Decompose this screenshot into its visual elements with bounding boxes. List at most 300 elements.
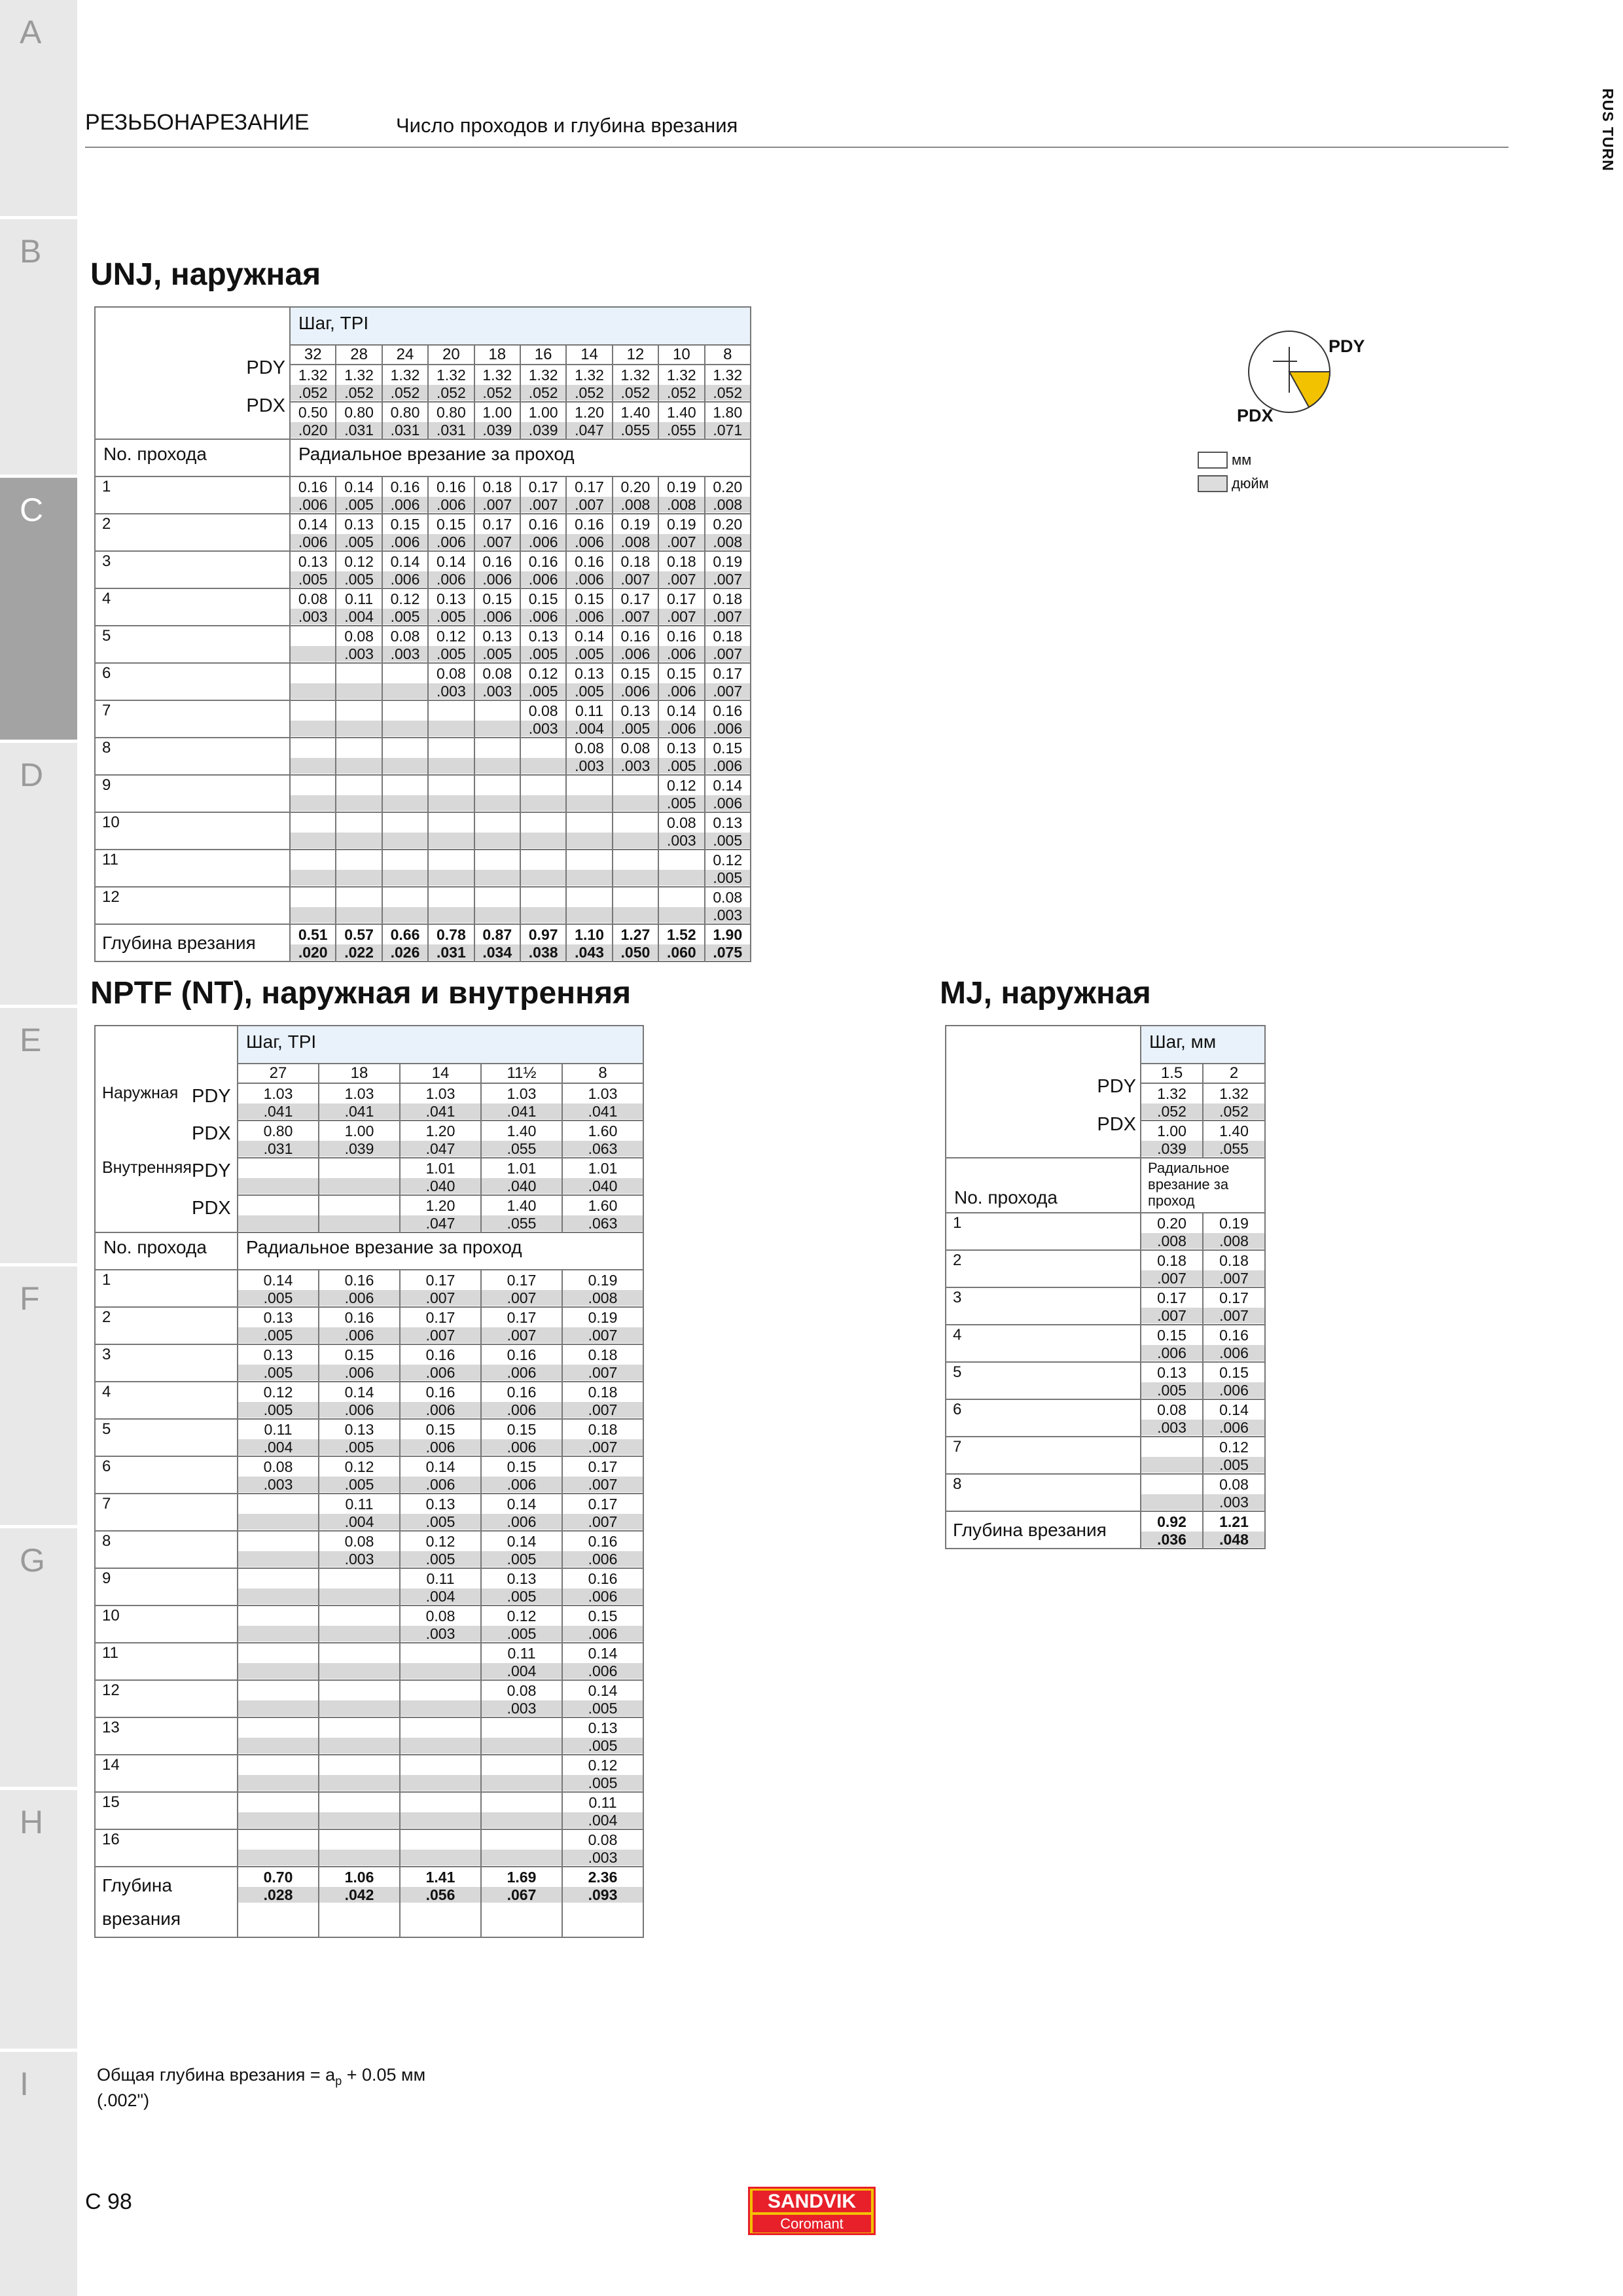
pass-value: 0.13 .005 [238,1307,319,1344]
pass-value: 0.15 .006 [428,514,474,551]
pass-value: 0.13 .005 [1141,1362,1203,1399]
table-row [946,1287,1265,1325]
pass-value: 0.15 .006 [658,663,704,700]
pass-value [428,738,474,775]
legend-mm-swatch [1198,452,1228,469]
legend-inch-swatch [1198,475,1228,492]
pitch-value: 18 [474,345,520,365]
pass-value [520,812,566,850]
pass-value [336,887,382,924]
pass-value: 0.15 .006 [566,588,612,626]
pass-value: 0.17 .007 [562,1456,643,1494]
pass-value [566,887,612,924]
table-row [95,775,751,812]
pass-value [520,738,566,775]
pd-value: 1.32 .052 [613,365,658,402]
pitch-value: 28 [336,345,382,365]
pd-value: 1.32 .052 [658,365,704,402]
pass-value: 0.16 .006 [290,476,336,514]
pass-value [474,738,520,775]
pd-value: 1.40 .055 [1203,1121,1265,1158]
pass-number: 9 [95,775,290,812]
pass-number: 15 [95,1792,238,1829]
pass-value: 0.13 .005 [562,1717,643,1755]
pass-value: 0.17 .007 [566,476,612,514]
tab-h[interactable]: H [0,1790,77,2049]
depth-label: Глубина врезания [95,924,290,961]
pass-value [319,1755,400,1792]
pd-value: 1.32 .052 [474,365,520,402]
pass-value: 0.18 .007 [1203,1250,1265,1287]
pass-value [400,1717,481,1755]
pass-value: 0.17 .007 [400,1307,481,1344]
pd-value: 0.80 .031 [428,402,474,439]
pass-value [238,1494,319,1531]
table-row [95,1717,643,1755]
pass-value: 0.15 .006 [1141,1325,1203,1362]
pd-value: 1.03 .041 [481,1083,562,1121]
pd-value: 0.50 .020 [290,402,336,439]
pass-number: 4 [95,1382,238,1419]
pdx-label: PDX [246,395,285,416]
pd-value: 0.80 .031 [336,402,382,439]
pass-value: 0.15 .006 [705,738,751,775]
pass-header: No. прохода [95,439,290,476]
pass-value: 0.08 .003 [290,588,336,626]
pass-number: 5 [95,1419,238,1456]
pass-value: 0.15 .006 [520,588,566,626]
pass-value: 0.08 .003 [428,663,474,700]
pass-value: 0.16 .006 [1203,1325,1265,1362]
pd-value: 0.80 .031 [382,402,428,439]
pd-value: 1.03 .041 [400,1083,481,1121]
depth-label: Глубина врезания [946,1511,1141,1549]
pass-value: 0.14 .005 [336,476,382,514]
radial-header: Радиальное врезание за проход [290,439,751,476]
pass-value [319,1829,400,1867]
pitch-value: 11½ [481,1064,562,1083]
pass-value: 0.15 .006 [382,514,428,551]
tab-c[interactable]: C [0,478,77,740]
pass-value [336,850,382,887]
pass-value: 0.16 .006 [474,551,520,588]
pass-value [238,1717,319,1755]
pass-number: 6 [946,1399,1141,1437]
pass-value [382,663,428,700]
table-row [95,1605,643,1643]
pass-value: 0.19 .007 [562,1307,643,1344]
pass-value: 0.16 .006 [705,700,751,738]
pitch-value: 1.5 [1141,1064,1203,1083]
pass-value [290,812,336,850]
pass-value: 0.18 .007 [705,588,751,626]
pass-value: 0.16 .006 [382,476,428,514]
depth-value: 2.36 .093 [562,1867,643,1937]
thread-type-label: Внутренняя [95,1158,192,1195]
nptf-title: NPTF (NT), наружная и внутренняя [90,976,632,1011]
pass-value [1141,1474,1203,1511]
pass-number: 11 [95,850,290,887]
pass-value: 0.13 .005 [705,812,751,850]
pass-value [336,663,382,700]
table-row [946,1362,1265,1399]
pd-value: 1.60 .063 [562,1195,643,1232]
pd-value: 1.00 .039 [520,402,566,439]
pass-number: 2 [95,1307,238,1344]
pass-value: 0.08 .003 [1203,1474,1265,1511]
pass-value [613,775,658,812]
pass-value: 0.16 .006 [566,551,612,588]
pass-value: 0.08 .003 [1141,1399,1203,1437]
pdx-label: PDX [1237,406,1274,425]
table-row [95,1755,643,1792]
pass-value [566,850,612,887]
pdy-label: PDY [1329,336,1365,356]
pass-value: 0.17 .007 [1141,1287,1203,1325]
pass-value: 0.16 .006 [562,1531,643,1568]
table-row [946,1213,1265,1250]
pd-value: 1.80 .071 [705,402,751,439]
pass-value: 0.12 .005 [705,850,751,887]
pitch-value: 2 [1203,1064,1265,1083]
pass-value: 0.18 .007 [474,476,520,514]
pass-value: 0.20 .008 [705,476,751,514]
header-blank [95,1026,238,1064]
pass-value [382,812,428,850]
table-row [95,1680,643,1717]
pd-value: 1.20 .047 [400,1121,481,1158]
pass-value [382,887,428,924]
pass-value: 0.14 .006 [658,700,704,738]
pass-value: 0.14 .006 [562,1643,643,1680]
pass-value: 0.17 .007 [520,476,566,514]
pass-value [481,1717,562,1755]
footnote: Общая глубина врезания = $a_p + 0.05$ мм (.002") [97,2065,426,2111]
pass-value: 0.12 .005 [400,1531,481,1568]
pass-value: 0.08 .003 [520,700,566,738]
depth-value: 1.41 .056 [400,1867,481,1937]
pass-value [400,1755,481,1792]
pass-value: 0.19 .007 [658,514,704,551]
pass-value: 0.16 .006 [400,1382,481,1419]
pass-value: 0.12 .005 [238,1382,319,1419]
pass-value: 0.11 .004 [562,1792,643,1829]
pitch-value: 32 [290,345,336,365]
pass-value [481,1755,562,1792]
pass-value: 0.08 .003 [705,887,751,924]
pass-value: 0.19 .008 [613,514,658,551]
pitch-value: 27 [238,1064,319,1083]
pass-value: 0.12 .005 [382,588,428,626]
pass-value: 0.18 .007 [562,1344,643,1382]
pd-value: 1.32 .052 [520,365,566,402]
pass-value: 0.18 .007 [562,1382,643,1419]
tab-i[interactable]: I [0,2052,77,2296]
depth-value: 1.06 .042 [319,1867,400,1937]
depth-value: 0.78 .031 [428,924,474,961]
unj-title: UNJ, наружная [90,257,321,292]
pd-label: PDX [192,1195,238,1232]
pass-number: 3 [95,551,290,588]
pass-value [400,1643,481,1680]
pass-value: 0.17 .007 [562,1494,643,1531]
pass-value [382,738,428,775]
pass-value [319,1680,400,1717]
pass-number: 5 [95,626,290,663]
pass-value: 0.18 .007 [658,551,704,588]
pass-value: 0.16 .006 [428,476,474,514]
pd-value: 1.00 .039 [474,402,520,439]
pass-value: 0.19 .008 [562,1270,643,1307]
pass-value [474,850,520,887]
pass-value: 0.12 .005 [1203,1437,1265,1474]
pass-number: 12 [95,887,290,924]
pass-value: 0.16 .006 [613,626,658,663]
table-row [95,588,751,626]
pass-value: 0.19 .008 [658,476,704,514]
depth-value: 1.10 .043 [566,924,612,961]
table-row [95,1643,643,1680]
pitch-value: 24 [382,345,428,365]
pass-value [428,775,474,812]
pass-value [290,850,336,887]
pass-value: 0.12 .005 [319,1456,400,1494]
pass-value: 0.08 .003 [474,663,520,700]
table-row [946,1399,1265,1437]
pass-number: 8 [95,1531,238,1568]
pass-value [520,775,566,812]
legend [1198,452,1269,499]
table-row [946,1325,1265,1362]
pd-value: 1.01 .040 [562,1158,643,1195]
pass-number: 1 [95,1270,238,1307]
pass-value [428,812,474,850]
pitch-header: Шаг, TPI [238,1026,643,1064]
table-row [95,1270,643,1307]
pass-number: 7 [946,1437,1141,1474]
pass-value [400,1680,481,1717]
pd-value: 1.00 .039 [1141,1121,1203,1158]
pass-value: 0.16 .006 [520,514,566,551]
pass-value: 0.15 .006 [400,1419,481,1456]
pass-value [428,850,474,887]
pass-value: 0.14 .005 [238,1270,319,1307]
pass-value: 0.13 .005 [658,738,704,775]
pass-value: 0.13 .005 [319,1419,400,1456]
pass-number: 2 [95,514,290,551]
table-row [95,663,751,700]
pass-value: 0.14 .005 [566,626,612,663]
pass-value: 0.11 .004 [319,1494,400,1531]
pass-value: 0.14 .006 [400,1456,481,1494]
pass-value: 0.16 .006 [319,1270,400,1307]
pd-label: PDY [192,1158,238,1195]
pass-value [238,1605,319,1643]
table-row [95,1382,643,1419]
pass-value: 0.13 .005 [481,1568,562,1605]
pass-value: 0.14 .006 [481,1494,562,1531]
pass-value [520,887,566,924]
pd-value: 1.32 .052 [290,365,336,402]
pass-value: 0.15 .006 [319,1344,400,1382]
tab-f[interactable]: F [0,1266,77,1525]
table-row [95,812,751,850]
pass-value: 0.12 .005 [428,626,474,663]
pitch-value: 8 [705,345,751,365]
pass-value [290,700,336,738]
pass-value: 0.16 .006 [481,1382,562,1419]
pass-value: 0.13 .005 [474,626,520,663]
pass-value: 0.13 .005 [400,1494,481,1531]
pass-value: 0.17 .007 [658,588,704,626]
pd-value: 1.60 .063 [562,1121,643,1158]
radial-header: Радиальное врезание за проход [1141,1158,1265,1213]
pass-number: 7 [95,1494,238,1531]
pass-value: 0.08 .003 [613,738,658,775]
pass-value: 0.15 .006 [613,663,658,700]
radial-header: Радиальное врезание за проход [238,1232,643,1270]
pd-value [238,1158,319,1195]
pass-value [474,887,520,924]
pass-value [336,812,382,850]
depth-value: 0.97 .038 [520,924,566,961]
pass-value: 0.14 .006 [290,514,336,551]
pass-number: 5 [946,1362,1141,1399]
pd-value: 1.40 .055 [481,1195,562,1232]
pass-value [613,850,658,887]
pass-number: 8 [95,738,290,775]
pass-number: 3 [95,1344,238,1382]
depth-value: 0.51 .020 [290,924,336,961]
table-row [95,551,751,588]
thread-type-label [95,1195,192,1232]
pass-value [290,775,336,812]
pass-value [613,887,658,924]
pass-value [319,1792,400,1829]
pass-value: 0.17 .007 [474,514,520,551]
pd-value: 1.20 .047 [566,402,612,439]
table-row [95,1344,643,1382]
nptf-table [94,1025,644,1938]
table-row [95,1829,643,1867]
pd-value: 1.40 .055 [658,402,704,439]
table-row [95,738,751,775]
pd-value: 1.32 .052 [336,365,382,402]
pass-value: 0.14 .005 [562,1680,643,1717]
pass-value [566,775,612,812]
legend-inch: дюйм [1198,475,1269,492]
pass-value: 0.13 .005 [290,551,336,588]
pitch-value: 10 [658,345,704,365]
tab-b[interactable]: B [0,219,77,475]
table-row [95,1307,643,1344]
pass-number: 6 [95,663,290,700]
pass-value: 0.14 .006 [319,1382,400,1419]
pass-value [428,700,474,738]
pd-value: 0.80 .031 [238,1121,319,1158]
pd-value: 1.40 .055 [481,1121,562,1158]
pass-value: 0.20 .008 [1141,1213,1203,1250]
pass-value [481,1829,562,1867]
pass-value: 0.12 .005 [658,775,704,812]
table-row [95,850,751,887]
pd-value: 1.01 .040 [400,1158,481,1195]
pass-value [382,850,428,887]
pass-value: 0.08 .003 [658,812,704,850]
table-row [95,476,751,514]
sidebar [0,0,77,2296]
pass-value: 0.14 .006 [428,551,474,588]
pass-value [319,1568,400,1605]
pass-value: 0.16 .006 [319,1307,400,1344]
pass-number: 6 [95,1456,238,1494]
pd-label: PDX [192,1121,238,1158]
pass-value: 0.17 .007 [400,1270,481,1307]
pass-number: 11 [95,1643,238,1680]
pass-value [238,1829,319,1867]
pass-value: 0.12 .005 [481,1605,562,1643]
pass-value: 0.11 .004 [400,1568,481,1605]
pass-value: 0.15 .006 [474,588,520,626]
insert-diagram [1237,321,1365,425]
pass-value: 0.20 .008 [613,476,658,514]
legend-mm: мм [1198,452,1269,469]
pd-value: 1.03 .041 [319,1083,400,1121]
pass-value: 0.11 .004 [238,1419,319,1456]
pass-value [382,775,428,812]
pass-value [658,850,704,887]
pass-value: 0.17 .007 [705,663,751,700]
pitch-value: 8 [562,1064,643,1083]
pass-value [238,1680,319,1717]
table-row [95,1568,643,1605]
pass-value [319,1717,400,1755]
side-label: RUS TURN [1599,88,1616,171]
page-number: C 98 [85,2189,132,2214]
pass-value [382,700,428,738]
table-row [95,1456,643,1494]
pass-value [238,1568,319,1605]
pass-value: 0.08 .003 [238,1456,319,1494]
pass-value: 0.16 .006 [566,514,612,551]
pass-value: 0.17 .007 [613,588,658,626]
tab-e[interactable]: E [0,1008,77,1263]
tab-a[interactable]: A [0,0,77,216]
table-row [95,700,751,738]
pass-value: 0.15 .006 [1203,1362,1265,1399]
pass-value: 0.12 .005 [336,551,382,588]
pass-value: 0.18 .007 [1141,1250,1203,1287]
pass-value [290,738,336,775]
depth-value: 0.92 .036 [1141,1511,1203,1549]
pd-value: 1.03 .041 [238,1083,319,1121]
pitch-value: 16 [520,345,566,365]
tab-d[interactable]: D [0,743,77,1005]
pass-number: 4 [95,588,290,626]
pass-value: 0.18 .007 [705,626,751,663]
table-row [95,1531,643,1568]
pass-value: 0.16 .006 [658,626,704,663]
insert-diagram-icon [1243,321,1335,419]
pass-number: 3 [946,1287,1141,1325]
pass-value: 0.12 .005 [562,1755,643,1792]
pass-value: 0.17 .007 [1203,1287,1265,1325]
tab-g[interactable]: G [0,1528,77,1787]
mj-table [945,1025,1266,1549]
pass-value [428,887,474,924]
pass-value: 0.18 .007 [562,1419,643,1456]
pass-value: 0.13 .005 [428,588,474,626]
